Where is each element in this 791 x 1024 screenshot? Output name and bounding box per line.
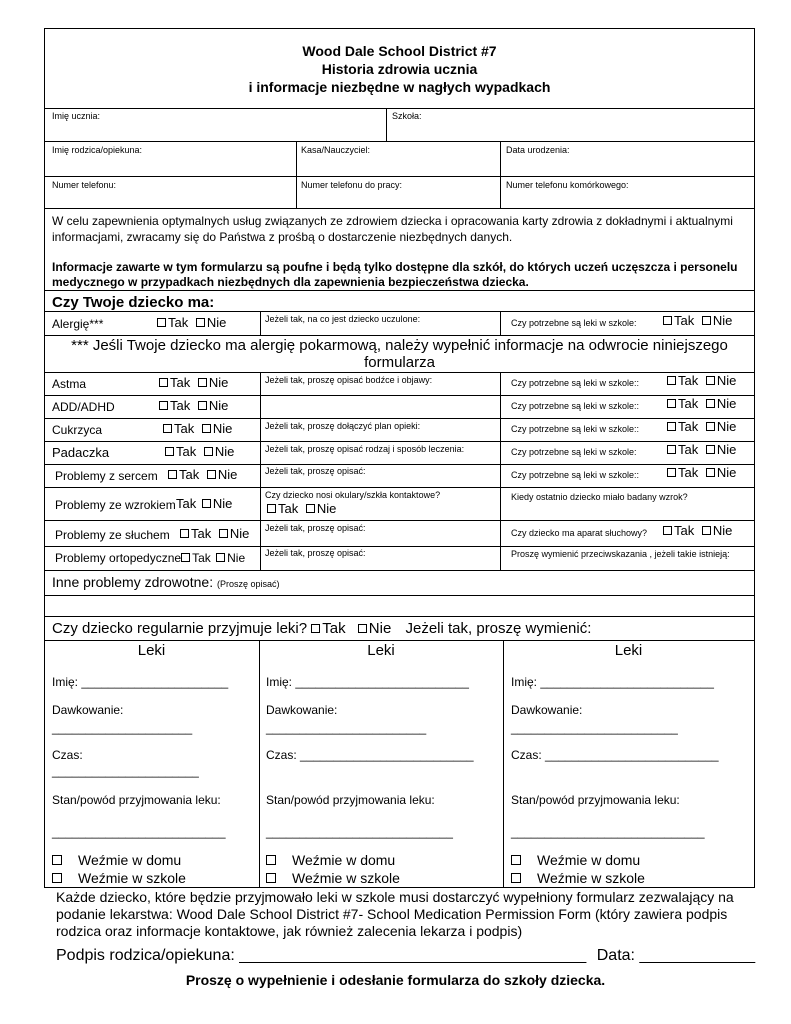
take-at-school-option[interactable]: Weźmie w szkole [511,870,645,886]
no-checkbox[interactable] [202,424,211,433]
allergy-meds-yes-no[interactable]: Tak Nie [663,314,732,329]
meds-no-checkbox[interactable] [706,468,715,477]
med-name-field[interactable]: Imię: ______________________ [52,675,229,689]
med-reason-field[interactable]: __________________________ [52,825,226,839]
yes-checkbox[interactable] [168,470,177,479]
med-dose-field[interactable]: ________________________ [266,721,427,735]
contraindications-field[interactable]: Proszę wymienić przeciwskazania , jeżeli takie istnieją: [511,549,730,559]
allergy-meds-yes-checkbox[interactable] [663,316,672,325]
other-health-problems[interactable]: Inne problemy zdrowotne: (Proszę opisać) [52,574,280,590]
condition-label: Cukrzyca [52,423,103,437]
med-time-field[interactable]: Czas: __________________________ [266,748,474,762]
take-at-school-option[interactable]: Weźmie w szkole [266,870,400,886]
home-checkbox[interactable] [266,855,276,865]
take-at-school-option[interactable]: Weźmie w szkole [52,870,186,886]
allergy-yes-checkbox[interactable] [157,318,166,327]
condition-yes-no[interactable]: Tak Nie [159,399,228,414]
condition-meds-yes-no[interactable]: Tak Nie [667,420,736,435]
condition-yes-no[interactable]: Tak Nie [165,445,234,460]
meds-yes-checkbox[interactable] [667,468,676,477]
regular-meds-no-checkbox[interactable] [358,624,367,633]
condition-meds-yes-no[interactable]: Tak Nie [667,443,736,458]
regular-meds-question[interactable]: Czy dziecko regularnie przyjmuje leki? Tak Nie Jeżeli tak, proszę wymienić: [52,620,592,637]
med-name-field[interactable]: Imię: __________________________ [266,675,469,689]
hearing-yes-no[interactable]: Tak Nie [180,527,249,542]
confidentiality-notice: Informacje zawarte w tym formularzu są poufne i będą tylko dostępne dla szkół, do których uczeń uczęszcza i personelu medycznego w przypadkach niezbędnych dla zapewnienia bezpieczeństwa dziecka. [52,260,738,289]
meds-no-checkbox[interactable] [706,422,715,431]
yes-checkbox[interactable] [165,447,174,456]
yes-checkbox[interactable] [159,401,168,410]
hearing-aid-question: Czy dziecko ma aparat słuchowy? [511,528,648,538]
med-time-field[interactable]: ______________________ [52,764,199,778]
condition-detail-field[interactable]: Jeżeli tak, proszę opisać: [265,466,366,476]
meds-no-checkbox[interactable] [706,445,715,454]
home-checkbox[interactable] [511,855,521,865]
birth-date-field[interactable]: Data urodzenia: [506,145,570,155]
condition-detail-field[interactable]: Jeżeli tak, proszę dołączyć plan opieki: [265,421,421,431]
ortho-yes-checkbox[interactable] [181,553,190,562]
hearing-aid-no-checkbox[interactable] [702,526,711,535]
med-reason-label: Stan/powód przyjmowania leku: [52,793,221,807]
allergy-yes-no[interactable]: Tak Nie [157,316,226,331]
home-checkbox[interactable] [52,855,62,865]
last-eye-exam-field[interactable]: Kiedy ostatnio dziecko miało badany wzrok? [511,492,688,502]
hearing-aid-yes-checkbox[interactable] [663,526,672,535]
hearing-detail-field[interactable]: Jeżeli tak, proszę opisać: [265,523,366,533]
allergy-label: Alergię*** [52,317,104,331]
school-checkbox[interactable] [52,873,62,883]
meds-column-header: Leki [367,642,395,659]
no-checkbox[interactable] [207,470,216,479]
med-reason-field[interactable]: _____________________________ [511,825,705,839]
intro-paragraph: W celu zapewnienia optymalnych usług związanych ze zdrowiem dziecka i opracowania karty zdrowia z dokładnymi i aktualnymi informacjami, zwracamy się do Państwa z prośbą o dostarczenie niezbędnych danych. [52,214,733,244]
condition-yes-no[interactable]: Tak Nie [168,468,237,483]
hearing-yes-checkbox[interactable] [180,529,189,538]
phone-field[interactable]: Numer telefonu: [52,180,117,190]
med-name-field[interactable]: Imię: __________________________ [511,675,714,689]
condition-meds-label: Czy potrzebne są leki w szkole:: [511,470,640,480]
school-checkbox[interactable] [266,873,276,883]
meds-yes-checkbox[interactable] [667,376,676,385]
mobile-phone-field[interactable]: Numer telefonu komórkowego: [506,180,629,190]
no-checkbox[interactable] [198,401,207,410]
glasses-yes-checkbox[interactable] [267,504,276,513]
ortho-detail-field[interactable]: Jeżeli tak, proszę opisać: [265,548,366,558]
med-dose-label: Dawkowanie: [52,703,124,717]
meds-column-header: Leki [614,642,643,659]
med-time-label: Czas: [52,748,83,762]
form-title: Historia zdrowia ucznia [321,61,478,77]
medication-permission-note: Każde dziecko, które będzie przyjmowało leki w szkole musi dostarczyć wypełniony formularz zezwalający na podanie lekarstwa: Wood Dale School District #7- School Medication Permission Form (który zawiera podpis rodzica oraz informacje kontaktowe, jak również zalecenia lekarza i podpis) [56,889,734,939]
condition-meds-label: Czy potrzebne są leki w szkole:: [511,401,640,411]
condition-yes-no[interactable]: Tak Nie [159,376,228,391]
closing-instruction: Proszę o wypełnienie i odesłanie formularza do szkoły dziecka. [185,972,606,988]
vision-label: Problemy ze wzrokiem [55,498,176,512]
meds-no-checkbox[interactable] [706,399,715,408]
condition-meds-yes-no[interactable]: Tak Nie [667,466,736,481]
med-reason-field[interactable]: ____________________________ [266,825,453,839]
yes-checkbox[interactable] [159,378,168,387]
med-dose-label: Dawkowanie: [511,703,583,717]
med-reason-label: Stan/powód przyjmowania leku: [266,793,435,807]
condition-detail-field[interactable]: Jeżeli tak, proszę opisać bodźce i objawy: [265,375,433,385]
meds-column-header: Leki [137,642,166,659]
med-time-field[interactable]: Czas: __________________________ [511,748,719,762]
ortho-label: Problemy ortopedyczne Tak Nie [55,551,246,565]
condition-label: Problemy z sercem [55,469,158,483]
school-field[interactable]: Szkoła: [392,111,422,121]
condition-yes-no[interactable]: Tak Nie [163,422,232,437]
work-phone-field[interactable]: Numer telefonu do pracy: [301,180,403,190]
condition-label: Padaczka [52,445,110,460]
take-at-home-option[interactable]: Weźmie w domu [266,852,395,868]
allergy-meds-no-checkbox[interactable] [702,316,711,325]
no-checkbox[interactable] [198,378,207,387]
condition-label: Astma [52,377,87,391]
yes-checkbox[interactable] [163,424,172,433]
district-title: Wood Dale School District #7 [302,43,497,59]
med-reason-label: Stan/powód przyjmowania leku: [511,793,680,807]
condition-meds-label: Czy potrzebne są leki w szkole:: [511,424,640,434]
ortho-no-checkbox[interactable] [216,553,225,562]
take-at-home-option[interactable]: Weźmie w domu [511,852,640,868]
glasses-yes-no[interactable]: Tak Nie [267,502,336,517]
meds-no-checkbox[interactable] [706,376,715,385]
parent-name-field[interactable]: Imię rodzica/opiekuna: [52,145,143,155]
hearing-no-checkbox[interactable] [219,529,228,538]
parent-signature-field[interactable]: Podpis rodzica/opiekuna: _______________________________________ Data: _____________ [56,947,756,964]
condition-meds-yes-no[interactable]: Tak Nie [667,397,736,412]
meds-yes-checkbox[interactable] [667,422,676,431]
condition-meds-label: Czy potrzebne są leki w szkole: [511,447,637,457]
vision-no-checkbox[interactable] [202,499,211,508]
allergy-meds-label: Czy potrzebne są leki w szkole: [511,318,637,328]
meds-yes-checkbox[interactable] [667,399,676,408]
med-dose-field[interactable]: _____________________ [52,721,193,735]
vision-glasses-question: Czy dziecko nosi okulary/szkła kontaktowe? [265,490,441,500]
med-dose-field[interactable]: _________________________ [511,721,678,735]
student-name-field[interactable]: Imię ucznia: [52,111,101,121]
vision-yes-no[interactable]: Tak Nie [176,496,233,511]
condition-label: ADD/ADHD [52,400,115,414]
meds-yes-checkbox[interactable] [667,445,676,454]
hearing-label: Problemy ze słuchem [55,528,170,542]
allergy-detail-field[interactable]: Jeżeli tak, na co jest dziecko uczulone: [265,314,421,324]
allergy-food-note: *** Jeśli Twoje dziecko ma alergię pokarmową, należy wypełnić informacje na odwrocie niniejszego formularza [71,337,728,371]
condition-meds-yes-no[interactable]: Tak Nie [667,374,736,389]
glasses-no-checkbox[interactable] [306,504,315,513]
take-at-home-option[interactable]: Weźmie w domu [52,852,181,868]
allergy-no-checkbox[interactable] [196,318,205,327]
condition-meds-label: Czy potrzebne są leki w szkole:: [511,378,640,388]
form-subtitle: i informacje niezbędne w nagłych wypadkach [248,79,551,95]
no-checkbox[interactable] [204,447,213,456]
class-teacher-field[interactable]: Kasa/Nauczyciel: [301,145,371,155]
regular-meds-yes-checkbox[interactable] [311,624,320,633]
school-checkbox[interactable] [511,873,521,883]
question-title: Czy Twoje dziecko ma: [52,294,215,311]
hearing-aid-yes-no[interactable]: Tak Nie [663,524,732,539]
condition-detail-field[interactable]: Jeżeli tak, proszę opisać rodzaj i sposób leczenia: [265,444,465,454]
med-dose-label: Dawkowanie: [266,703,338,717]
